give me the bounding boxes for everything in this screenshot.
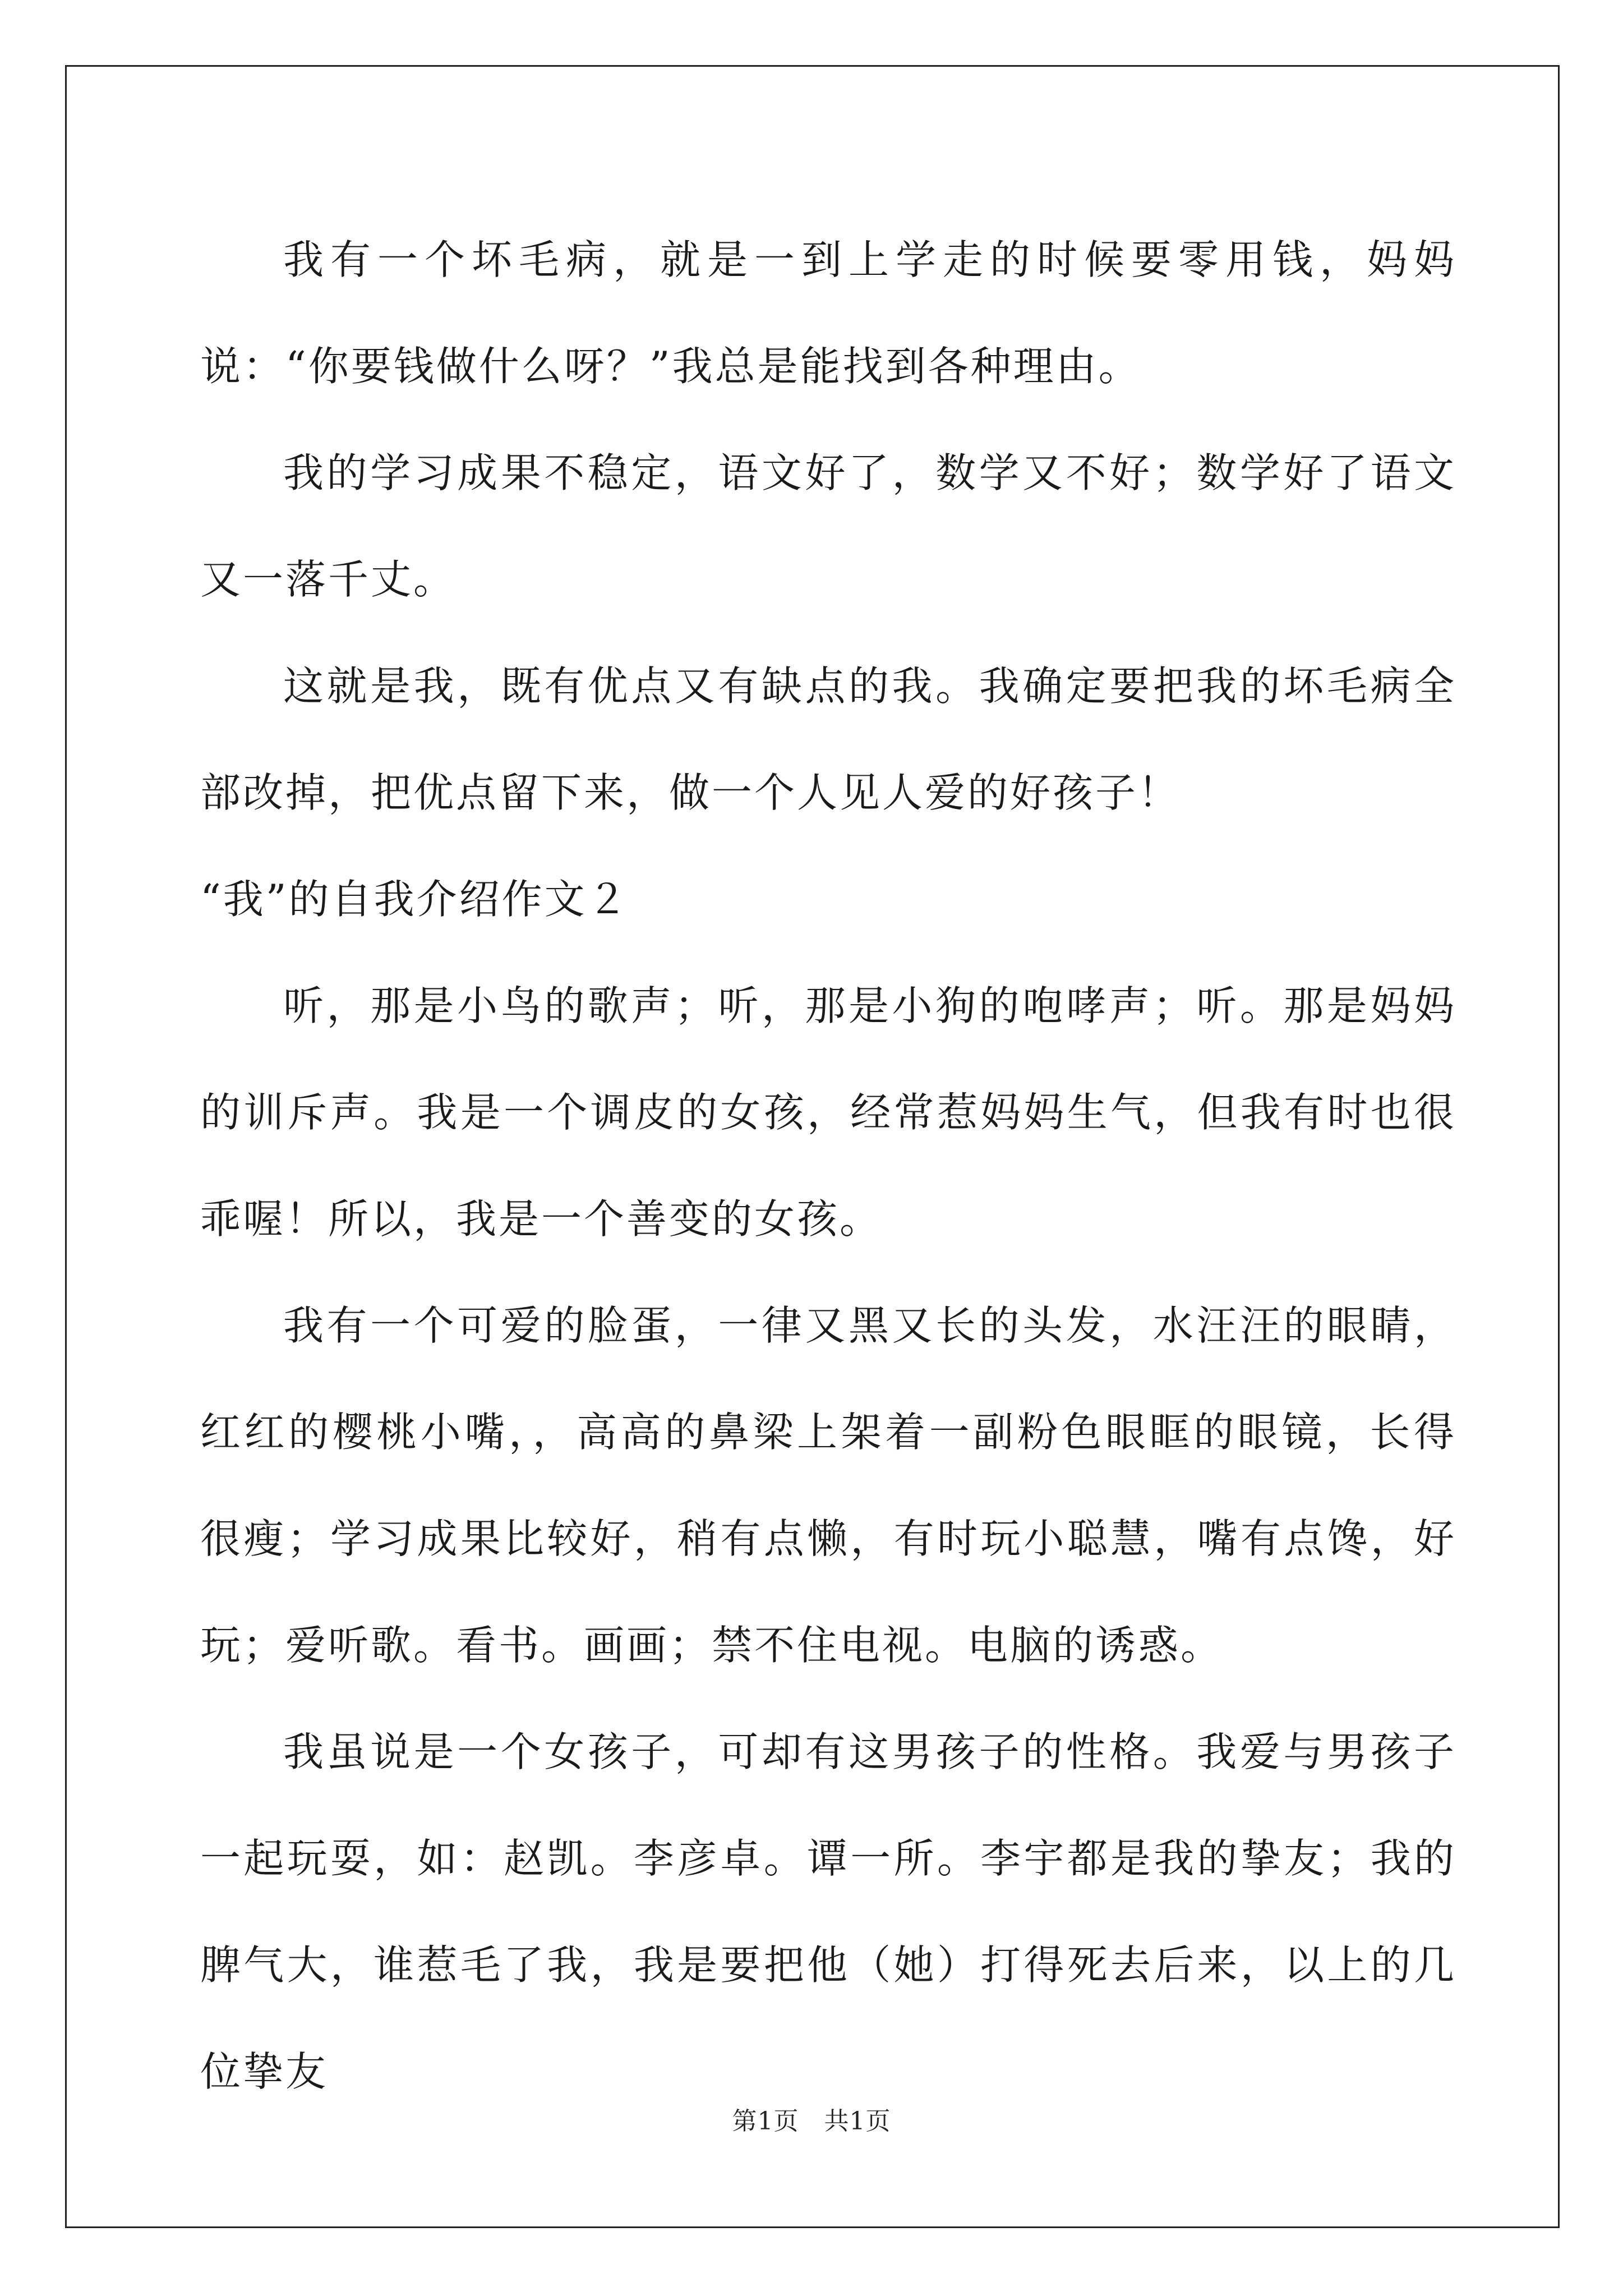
document-body xyxy=(200,206,1456,2125)
paragraph: 我有一个可爱的脸蛋，一律又黑又长的头发，水汪汪的眼睛，红红的樱桃小嘴，，高高的鼻梁上架着一副粉色眼眶的眼镜，长得很瘦；学习成果比较好，稍有点懒，有时玩小聪慧，嘴有点馋，好玩；爱听歌。看书。画画；禁不住电视。电脑的诱惑。 xyxy=(200,1302,1456,1669)
paragraph: 听，那是小鸟的歌声；听，那是小狗的咆哮声；听。那是妈妈的训斥声。我是一个调皮的女孩，经常惹妈妈生气，但我有时也很乖喔！所以，我是一个善变的女孩。 xyxy=(200,982,1456,1243)
paragraph: 这就是我，既有优点又有缺点的我。我确定要把我的坏毛病全部改掉，把优点留下来，做一个人见人爱的好孩子！ xyxy=(200,662,1456,816)
page-number-footer: 第1页 共1页 xyxy=(732,2107,891,2136)
section-heading: “我”的自我介绍作文２ xyxy=(200,876,630,923)
paragraph: 我虽说是一个女孩子，可却有这男孩子的性格。我爱与男孩子一起玩耍，如：赵凯。李彦卓。谭一所。李宇都是我的挚友；我的脾气大，谁惹毛了我，我是要把他（她）打得死去后来，以上的几位挚友 xyxy=(200,1728,1456,2095)
paragraph: 我的学习成果不稳定，语文好了，数学又不好；数学好了语文又一落千丈。 xyxy=(200,449,1456,603)
paragraph: 我有一个坏毛病，就是一到上学走的时候要零用钱，妈妈说：“你要钱做什么呀？”我总是能找到各种理由。 xyxy=(200,236,1456,390)
